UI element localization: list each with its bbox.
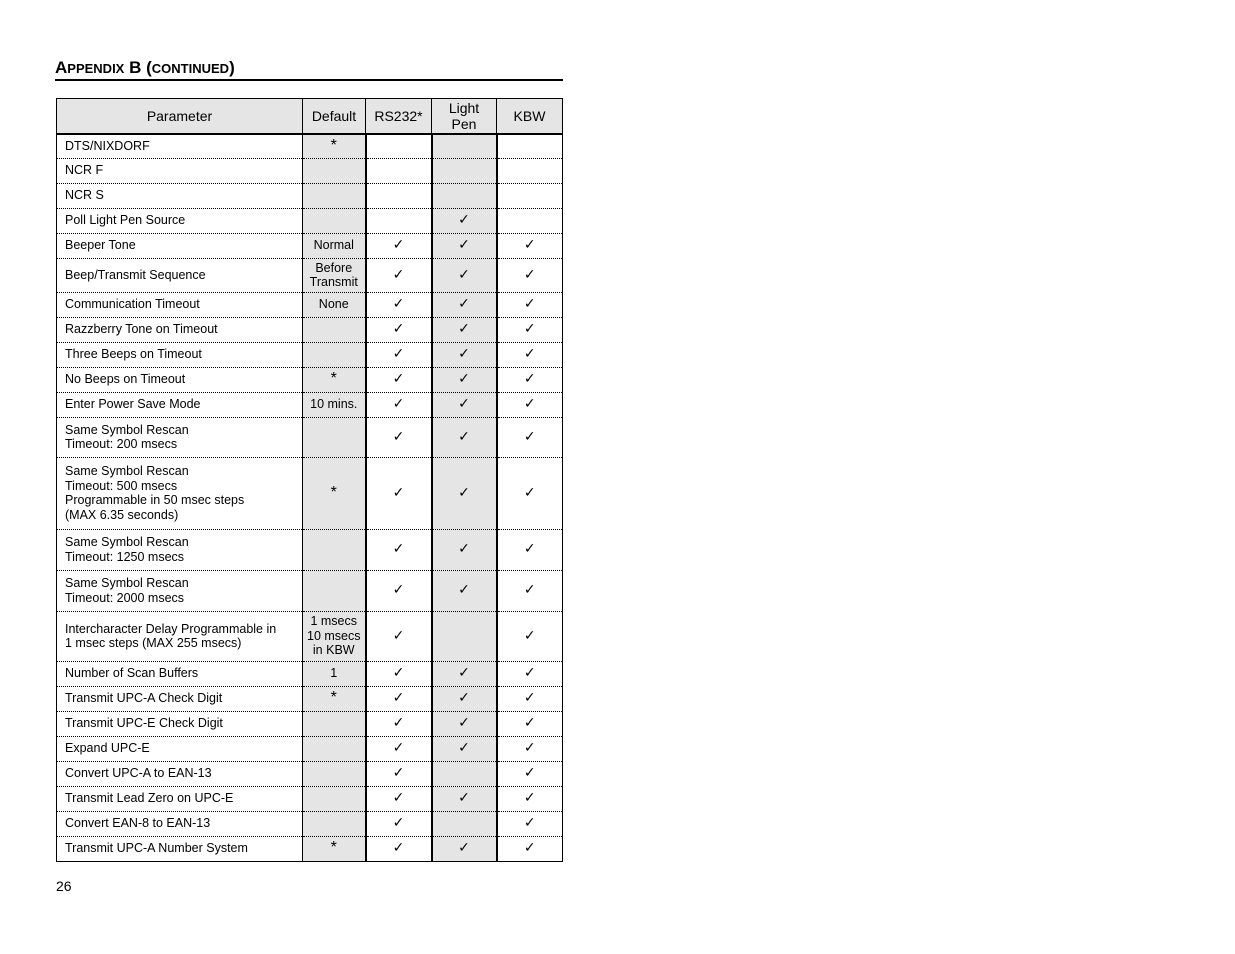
kbw-cell (497, 183, 563, 208)
kbw-cell (497, 342, 563, 367)
checkmark-icon: ✓ (392, 840, 405, 857)
table-row (57, 457, 563, 529)
checkmark-icon: ✓ (523, 484, 536, 501)
rs232-cell (366, 317, 432, 342)
light-pen-cell (432, 457, 497, 529)
rs232-cell (366, 392, 432, 417)
light-pen-cell (432, 686, 497, 711)
rs232-cell (366, 711, 432, 736)
checkmark-icon: ✓ (523, 237, 536, 254)
checkmark-icon: ✓ (392, 321, 405, 338)
table-row (57, 661, 563, 686)
param-cell (57, 811, 303, 836)
param-cell-text: NCR F (65, 163, 104, 178)
param-cell (57, 761, 303, 786)
table-row (57, 158, 563, 183)
rs232-cell (366, 661, 432, 686)
rs232-cell (366, 417, 432, 457)
col-header-rs232: RS232* (366, 99, 432, 135)
default-cell (303, 367, 366, 392)
table-row (57, 392, 563, 417)
checkmark-icon: ✓ (392, 740, 405, 757)
param-cell-text: Communication Timeout (65, 297, 200, 312)
default-cell (303, 811, 366, 836)
default-cell-text: None (318, 297, 349, 312)
rs232-cell (366, 836, 432, 861)
param-cell-text: Beep/Transmit Sequence (65, 267, 206, 282)
rs232-cell (366, 570, 432, 611)
checkmark-icon: ✓ (523, 665, 536, 682)
param-cell-text: Transmit UPC-A Number System (65, 841, 248, 856)
param-cell-text: Three Beeps on Timeout (65, 347, 202, 362)
param-cell (57, 158, 303, 183)
default-cell (303, 529, 366, 570)
param-cell (57, 457, 303, 529)
param-cell-text: Intercharacter Delay Programmable in 1 msec steps (MAX 255 msecs) (65, 621, 277, 650)
checkmark-icon: ✓ (392, 346, 405, 363)
rs232-cell (366, 233, 432, 258)
rs232-cell (366, 611, 432, 661)
kbw-cell (497, 258, 563, 292)
rs232-cell (366, 158, 432, 183)
default-cell (303, 570, 366, 611)
rs232-cell (366, 686, 432, 711)
checkmark-icon: ✓ (523, 428, 536, 445)
kbw-cell (497, 611, 563, 661)
checkmark-icon: ✓ (523, 790, 536, 807)
rs232-cell (366, 736, 432, 761)
param-cell (57, 233, 303, 258)
rs232-cell (366, 529, 432, 570)
checkmark-icon: ✓ (458, 582, 470, 599)
kbw-cell (497, 208, 563, 233)
checkmark-icon: ✓ (523, 346, 536, 363)
heading-a-rest: PPENDIX (67, 61, 125, 76)
table-header-row (57, 99, 563, 135)
rs232-cell (366, 292, 432, 317)
table-row (57, 736, 563, 761)
checkmark-icon: ✓ (458, 266, 470, 283)
heading-paren-open: ( (146, 58, 152, 77)
param-cell (57, 611, 303, 661)
param-cell-text: Same Symbol Rescan Timeout: 1250 msecs (65, 535, 189, 564)
param-cell-text: Razzberry Tone on Timeout (65, 322, 218, 337)
checkmark-icon: ✓ (523, 296, 536, 313)
param-cell-text: Same Symbol Rescan Timeout: 2000 msecs (65, 576, 189, 605)
checkmark-icon: ✓ (458, 790, 470, 807)
default-asterisk: * (330, 483, 337, 501)
light-pen-cell (432, 736, 497, 761)
param-cell-text: Convert UPC-A to EAN-13 (65, 766, 212, 781)
kbw-cell (497, 786, 563, 811)
kbw-cell (497, 417, 563, 457)
param-cell-text: NCR S (65, 188, 104, 203)
kbw-cell (497, 134, 563, 158)
checkmark-icon: ✓ (458, 665, 470, 682)
kbw-cell (497, 367, 563, 392)
table-row (57, 570, 563, 611)
checkmark-icon: ✓ (523, 627, 536, 644)
rs232-cell (366, 208, 432, 233)
col-header-light-pen: Light Pen (432, 99, 497, 135)
checkmark-icon: ✓ (458, 237, 470, 254)
kbw-cell (497, 761, 563, 786)
default-cell-text: 1 msecs 10 msecs in KBW (307, 614, 361, 658)
checkmark-icon: ✓ (392, 296, 405, 313)
checkmark-icon: ✓ (392, 690, 405, 707)
checkmark-icon: ✓ (392, 484, 405, 501)
checkmark-icon: ✓ (458, 321, 470, 338)
param-cell-text: Beeper Tone (65, 238, 136, 253)
param-cell-text: Convert EAN-8 to EAN-13 (65, 816, 211, 831)
checkmark-icon: ✓ (392, 541, 405, 558)
checkmark-icon: ✓ (523, 371, 536, 388)
checkmark-icon: ✓ (392, 582, 405, 599)
default-asterisk: * (330, 137, 337, 154)
param-cell (57, 417, 303, 457)
default-cell (303, 661, 366, 686)
light-pen-cell (432, 258, 497, 292)
param-cell-text: Expand UPC-E (65, 741, 150, 756)
param-cell-text: Number of Scan Buffers (65, 666, 199, 681)
light-pen-cell (432, 786, 497, 811)
light-pen-cell (432, 208, 497, 233)
default-cell (303, 417, 366, 457)
table-row (57, 233, 563, 258)
kbw-cell (497, 686, 563, 711)
param-cell (57, 292, 303, 317)
param-cell (57, 342, 303, 367)
checkmark-icon: ✓ (458, 396, 470, 413)
param-cell (57, 367, 303, 392)
light-pen-cell (432, 611, 497, 661)
param-cell-text: Same Symbol Rescan Timeout: 200 msecs (65, 422, 189, 451)
default-cell (303, 736, 366, 761)
default-cell-text: 1 (330, 666, 338, 681)
light-pen-cell (432, 761, 497, 786)
table-row (57, 811, 563, 836)
rs232-cell (366, 134, 432, 158)
default-cell (303, 292, 366, 317)
table-row (57, 836, 563, 861)
kbw-cell (497, 457, 563, 529)
table-row (57, 529, 563, 570)
checkmark-icon: ✓ (392, 371, 405, 388)
table-row (57, 786, 563, 811)
rs232-cell (366, 457, 432, 529)
default-cell (303, 457, 366, 529)
light-pen-cell (432, 529, 497, 570)
rs232-cell (366, 786, 432, 811)
rs232-cell (366, 342, 432, 367)
checkmark-icon: ✓ (523, 396, 536, 413)
default-cell (303, 392, 366, 417)
kbw-cell (497, 392, 563, 417)
parameter-table (56, 98, 563, 862)
checkmark-icon: ✓ (523, 840, 536, 857)
default-cell (303, 134, 366, 158)
checkmark-icon: ✓ (392, 765, 405, 782)
checkmark-icon: ✓ (458, 840, 470, 857)
table-row (57, 611, 563, 661)
light-pen-cell (432, 233, 497, 258)
checkmark-icon: ✓ (523, 815, 536, 832)
param-cell (57, 711, 303, 736)
table-row (57, 134, 563, 158)
default-cell (303, 686, 366, 711)
table-row (57, 258, 563, 292)
table-row (57, 761, 563, 786)
checkmark-icon: ✓ (523, 541, 536, 558)
param-cell-text: DTS/NIXDORF (65, 139, 150, 153)
kbw-cell (497, 836, 563, 861)
checkmark-icon: ✓ (392, 428, 405, 445)
table-row (57, 417, 563, 457)
light-pen-cell (432, 158, 497, 183)
table-row (57, 183, 563, 208)
default-cell (303, 711, 366, 736)
default-cell-text: Normal (313, 238, 354, 253)
checkmark-icon: ✓ (392, 396, 405, 413)
default-asterisk: * (330, 370, 337, 388)
default-cell (303, 317, 366, 342)
light-pen-cell (432, 134, 497, 158)
default-cell (303, 208, 366, 233)
light-pen-cell (432, 392, 497, 417)
default-cell (303, 611, 366, 661)
checkmark-icon: ✓ (392, 627, 405, 644)
heading-continued: CONTINUED (151, 61, 230, 76)
checkmark-icon: ✓ (523, 740, 536, 757)
default-cell-text: Before Transmit (309, 260, 358, 289)
table-row (57, 208, 563, 233)
default-cell (303, 836, 366, 861)
rs232-cell (366, 258, 432, 292)
default-cell (303, 258, 366, 292)
page-heading (55, 57, 563, 81)
kbw-cell (497, 811, 563, 836)
default-cell (303, 233, 366, 258)
light-pen-cell (432, 367, 497, 392)
checkmark-icon: ✓ (523, 582, 536, 599)
default-asterisk: * (330, 689, 337, 707)
kbw-cell (497, 317, 563, 342)
param-cell-text: Enter Power Save Mode (65, 397, 201, 412)
light-pen-cell (432, 317, 497, 342)
param-cell (57, 317, 303, 342)
rs232-cell (366, 367, 432, 392)
rs232-cell (366, 761, 432, 786)
checkmark-icon: ✓ (458, 428, 470, 445)
table-row (57, 686, 563, 711)
param-cell (57, 736, 303, 761)
col-header-default: Default (303, 99, 366, 135)
param-cell (57, 208, 303, 233)
checkmark-icon: ✓ (523, 690, 536, 707)
checkmark-icon: ✓ (458, 296, 470, 313)
checkmark-icon: ✓ (458, 715, 470, 732)
heading-a-cap: A (55, 58, 68, 77)
param-cell (57, 529, 303, 570)
kbw-cell (497, 158, 563, 183)
kbw-cell (497, 292, 563, 317)
light-pen-cell (432, 292, 497, 317)
checkmark-icon: ✓ (392, 815, 405, 832)
rs232-cell (366, 811, 432, 836)
light-pen-cell (432, 342, 497, 367)
param-cell-text: No Beeps on Timeout (65, 372, 186, 387)
kbw-cell (497, 711, 563, 736)
checkmark-icon: ✓ (458, 541, 470, 558)
param-cell (57, 392, 303, 417)
checkmark-icon: ✓ (458, 212, 470, 229)
default-asterisk: * (330, 839, 337, 857)
param-cell (57, 786, 303, 811)
heading-letter: B (129, 58, 142, 77)
default-cell (303, 158, 366, 183)
param-cell (57, 686, 303, 711)
default-cell (303, 342, 366, 367)
kbw-cell (497, 736, 563, 761)
light-pen-cell (432, 661, 497, 686)
col-header-kbw: KBW (497, 99, 563, 135)
table-body (57, 134, 563, 861)
light-pen-cell (432, 417, 497, 457)
light-pen-cell (432, 570, 497, 611)
table-row (57, 711, 563, 736)
default-cell-text: 10 mins. (310, 397, 358, 412)
param-cell (57, 134, 303, 158)
table-row (57, 367, 563, 392)
checkmark-icon: ✓ (392, 665, 405, 682)
kbw-cell (497, 661, 563, 686)
checkmark-icon: ✓ (392, 266, 405, 283)
checkmark-icon: ✓ (523, 266, 536, 283)
param-cell (57, 836, 303, 861)
checkmark-icon: ✓ (523, 321, 536, 338)
checkmark-icon: ✓ (458, 740, 470, 757)
checkmark-icon: ✓ (523, 715, 536, 732)
param-cell-text: Same Symbol Rescan Timeout: 500 msecs Programmable in 50 msec steps (MAX 6.35 seconds) (65, 464, 245, 522)
param-cell (57, 661, 303, 686)
table-row (57, 292, 563, 317)
kbw-cell (497, 570, 563, 611)
default-cell (303, 183, 366, 208)
checkmark-icon: ✓ (392, 715, 405, 732)
param-cell-text: Transmit UPC-E Check Digit (65, 716, 223, 731)
checkmark-icon: ✓ (458, 484, 470, 501)
table-row (57, 342, 563, 367)
default-cell (303, 786, 366, 811)
col-header-parameter: Parameter (57, 99, 303, 135)
light-pen-cell (432, 836, 497, 861)
page-number: 26 (56, 878, 72, 894)
param-cell (57, 258, 303, 292)
checkmark-icon: ✓ (392, 237, 405, 254)
checkmark-icon: ✓ (458, 371, 470, 388)
kbw-cell (497, 529, 563, 570)
param-cell (57, 183, 303, 208)
light-pen-cell (432, 183, 497, 208)
checkmark-icon: ✓ (392, 790, 405, 807)
kbw-cell (497, 233, 563, 258)
param-cell-text: Poll Light Pen Source (65, 213, 186, 228)
rs232-cell (366, 183, 432, 208)
heading-paren-close: ) (229, 58, 235, 77)
light-pen-cell (432, 711, 497, 736)
checkmark-icon: ✓ (458, 690, 470, 707)
param-cell-text: Transmit UPC-A Check Digit (65, 691, 223, 706)
param-cell-text: Transmit Lead Zero on UPC-E (65, 791, 234, 806)
table-row (57, 317, 563, 342)
light-pen-cell (432, 811, 497, 836)
default-cell (303, 761, 366, 786)
param-cell (57, 570, 303, 611)
checkmark-icon: ✓ (458, 346, 470, 363)
checkmark-icon: ✓ (523, 765, 536, 782)
